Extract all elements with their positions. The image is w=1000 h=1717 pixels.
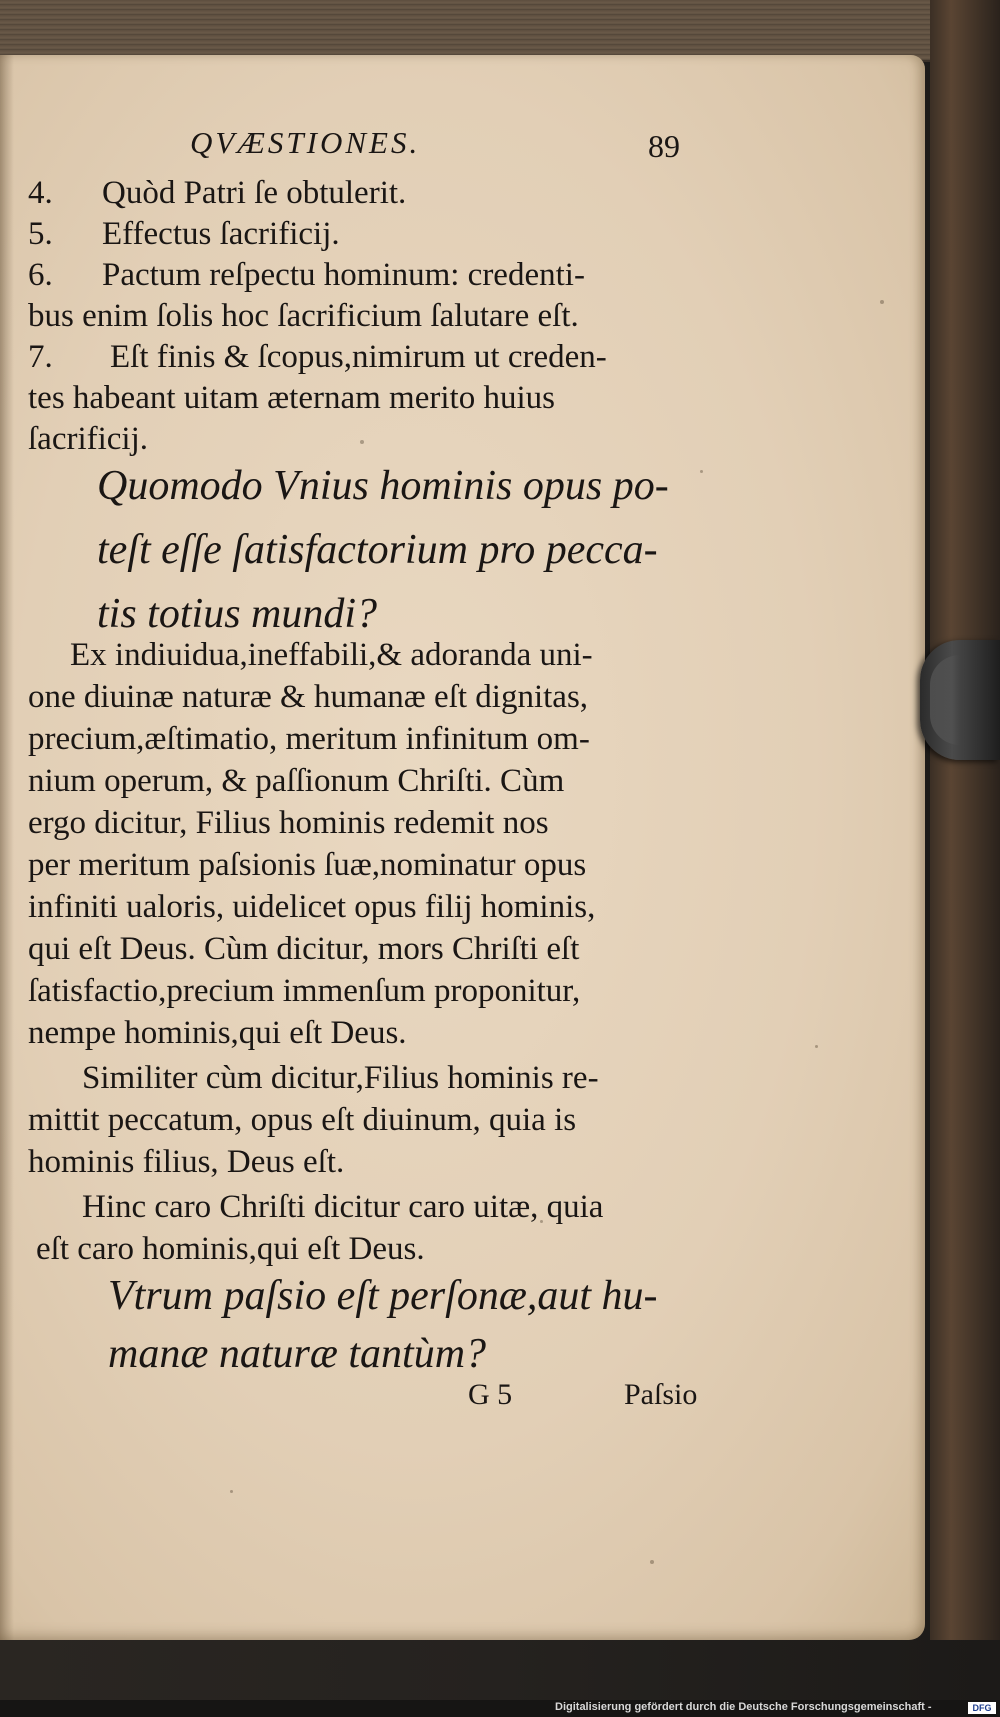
paper-speck [815,1045,818,1048]
clasp-highlight [930,655,960,745]
paper-speck [360,440,364,444]
list-item-text: Eſt finis & ſcopus,nimirum ut creden- [110,339,607,375]
paragraph-line: nempe hominis,qui eſt Deus. [28,1015,407,1051]
heading-line: teſt eſſe ſatisfactorium pro pecca- [97,527,658,573]
gutter-shadow [0,55,14,1640]
heading-line: Vtrum paſsio eſt perſonæ,aut hu- [108,1273,658,1319]
paragraph-line: infiniti ualoris, uidelicet opus filij hominis, [28,889,596,925]
list-item-text: tes habeant uitam æternam merito huius [28,380,555,416]
paragraph-line: eſt caro hominis,qui eſt Deus. [36,1231,425,1267]
list-number: 4. [28,175,53,211]
heading-line: Quomodo Vnius hominis opus po- [97,463,669,509]
paragraph-line: mittit peccatum, opus eſt diuinum, quia is [28,1102,577,1138]
book-binding-edge [930,0,1000,1640]
paragraph-line: Similiter cùm dicitur,Filius hominis re- [82,1060,599,1096]
list-item-text: ſacrificij. [28,421,149,457]
page-number: 89 [648,128,680,164]
paragraph-line: Ex indiuidua,ineffabili,& adoranda uni- [70,637,593,673]
heading-line: manæ naturæ tantùm? [108,1331,487,1377]
paragraph-line: nium operum, & paſſionum Chriſti. Cùm [28,763,565,799]
paragraph-line: hominis filius, Deus eſt. [28,1144,345,1180]
list-item-text: Effectus ſacrificij. [102,216,340,252]
signature-mark: G 5 [468,1378,513,1411]
catchword: Paſsio [624,1378,698,1411]
paragraph-line: one diuinæ naturæ & humanæ eſt dignitas, [28,679,589,715]
paragraph-line: qui eſt Deus. Cùm dicitur, mors Chriſti eſt [28,931,580,967]
list-item-text: Quòd Patri ſe obtulerit. [102,175,407,211]
paragraph-line: ſatisfactio,precium immenſum proponitur, [28,973,581,1009]
dfg-logo: DFG [968,1702,996,1714]
paper-speck [880,300,884,304]
paragraph-line: ergo dicitur, Filius hominis redemit nos [28,805,549,841]
paper-speck [700,470,703,473]
paper-speck [650,1560,654,1564]
list-item-text: Pactum reſpectu hominum: credenti- [102,257,585,293]
book-page-edges [0,0,960,62]
list-item-text: bus enim ſolis hoc ſacrificium ſalutare eſt. [28,298,579,334]
digitization-credit: Digitalisierung gefördert durch die Deutsche Forschungsgemeinschaft - [555,1701,932,1713]
paragraph-line: per meritum paſsionis ſuæ,nominatur opus [28,847,587,883]
list-number: 6. [28,257,53,293]
list-number: 7. [28,339,53,375]
running-head: QVÆSTIONES. [190,125,421,160]
paragraph-line: Hinc caro Chriſti dicitur caro uitæ, quia [82,1189,604,1225]
heading-line: tis totius mundi? [97,591,378,637]
paper-speck [230,1490,233,1493]
list-number: 5. [28,216,53,252]
paragraph-line: precium,æſtimatio, meritum infinitum om- [28,721,590,757]
